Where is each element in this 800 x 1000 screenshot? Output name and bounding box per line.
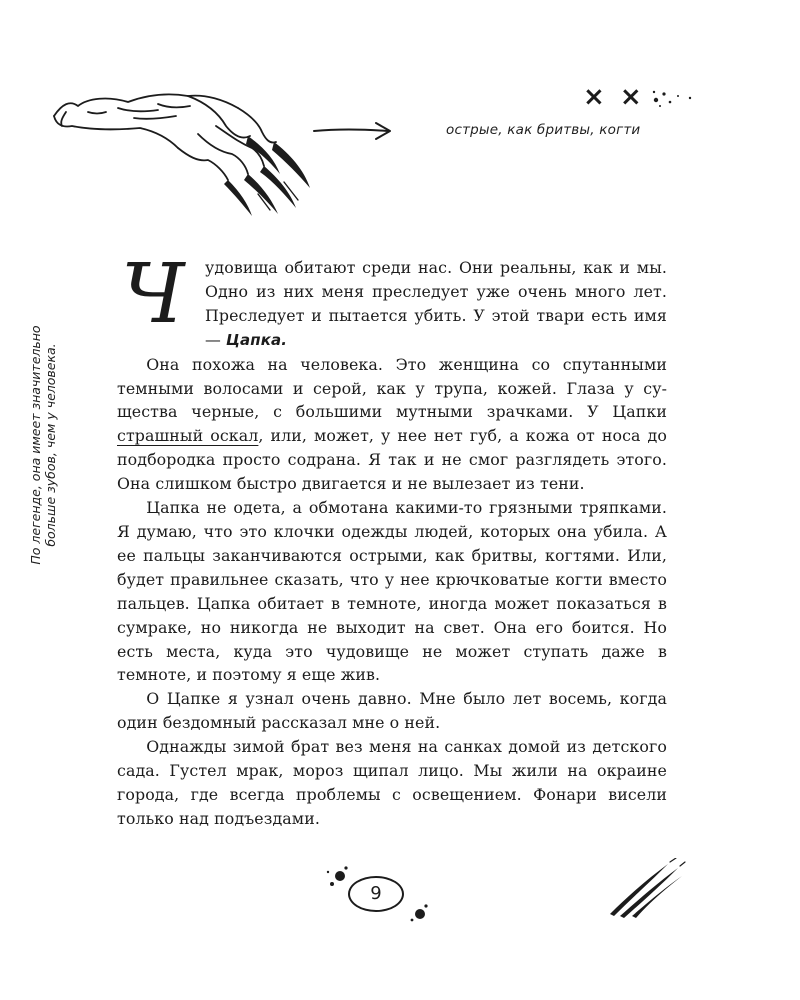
page-number: 9 xyxy=(370,883,382,904)
underlined-phrase: страшный оскал xyxy=(117,426,259,446)
cross-marks: × × xyxy=(583,82,645,112)
drop-cap xyxy=(117,248,201,338)
paragraph-2-part-b: , или, может, у нее нет губ, а кожа от носа до подбородка просто содрана. Я так и не смог разглядеть этого. Она слишком быстро двигается и не вылезает из тени. xyxy=(117,426,667,494)
side-note-line-2: больше зубов, чем у человека. xyxy=(43,343,58,547)
svg-text:Ч: Ч xyxy=(121,248,185,338)
page-number-block xyxy=(322,862,432,922)
paragraph-1 xyxy=(117,248,667,353)
creature-name: Цапка. xyxy=(226,330,288,349)
drop-cap-letter xyxy=(117,248,201,338)
paragraph-5: Однажды зимой брат вез меня на санках домой из детского сада. Густел мрак, мороз щипал лицо. Мы жили на окраине города, где всегда проблемы с освещением. Фонари висели только над подъездами. xyxy=(117,737,667,828)
handwritten-caption: острые, как бритвы, когти xyxy=(446,122,641,138)
paragraph-2-part-a: Она похожа на человека. Это женщина со спутанными темными волосами и серой, как у трупа, кожей. Глаза у существа черные, с большими мутными зрачками. У Цапки xyxy=(117,354,667,422)
arrow-right-icon xyxy=(312,120,394,142)
side-note-line-1: По легенде, она имеет значительно xyxy=(28,325,43,565)
side-note xyxy=(28,310,58,580)
body-text xyxy=(117,248,667,831)
ink-dots xyxy=(650,84,700,108)
claw-scratch-marks xyxy=(606,858,686,918)
paragraph-2 xyxy=(117,353,667,496)
paragraph-3: Цапка не одета, а обмотана какими-то грязными тряпками. Я думаю, что это клочки одежды людей, которых она убила. А ее пальцы заканчиваются острыми, как бритвы, когтями. Или, будет правильнее сказать, что у нее крючковатые когти вместо пальцев. Цапка обитает в темноте, иногда может показаться в сумраке, но никогда не выходит на свет. Она его боится. Но есть места, куда это чудовище не может ступать даже в темноте, и поэтому я еще жив. xyxy=(117,498,667,685)
paragraph-4: О Цапке я узнал очень давно. Мне было лет восемь, когда один бездомный рассказал мне о ней. xyxy=(117,689,667,733)
clawed-hand-illustration xyxy=(48,82,318,222)
paragraph-1-text: удовища обитают среди нас. Они реальны, как и мы. Одно из них меня преследует уже очень много лет. Преследует и пытается убить. У этой твари есть имя — xyxy=(205,258,667,349)
